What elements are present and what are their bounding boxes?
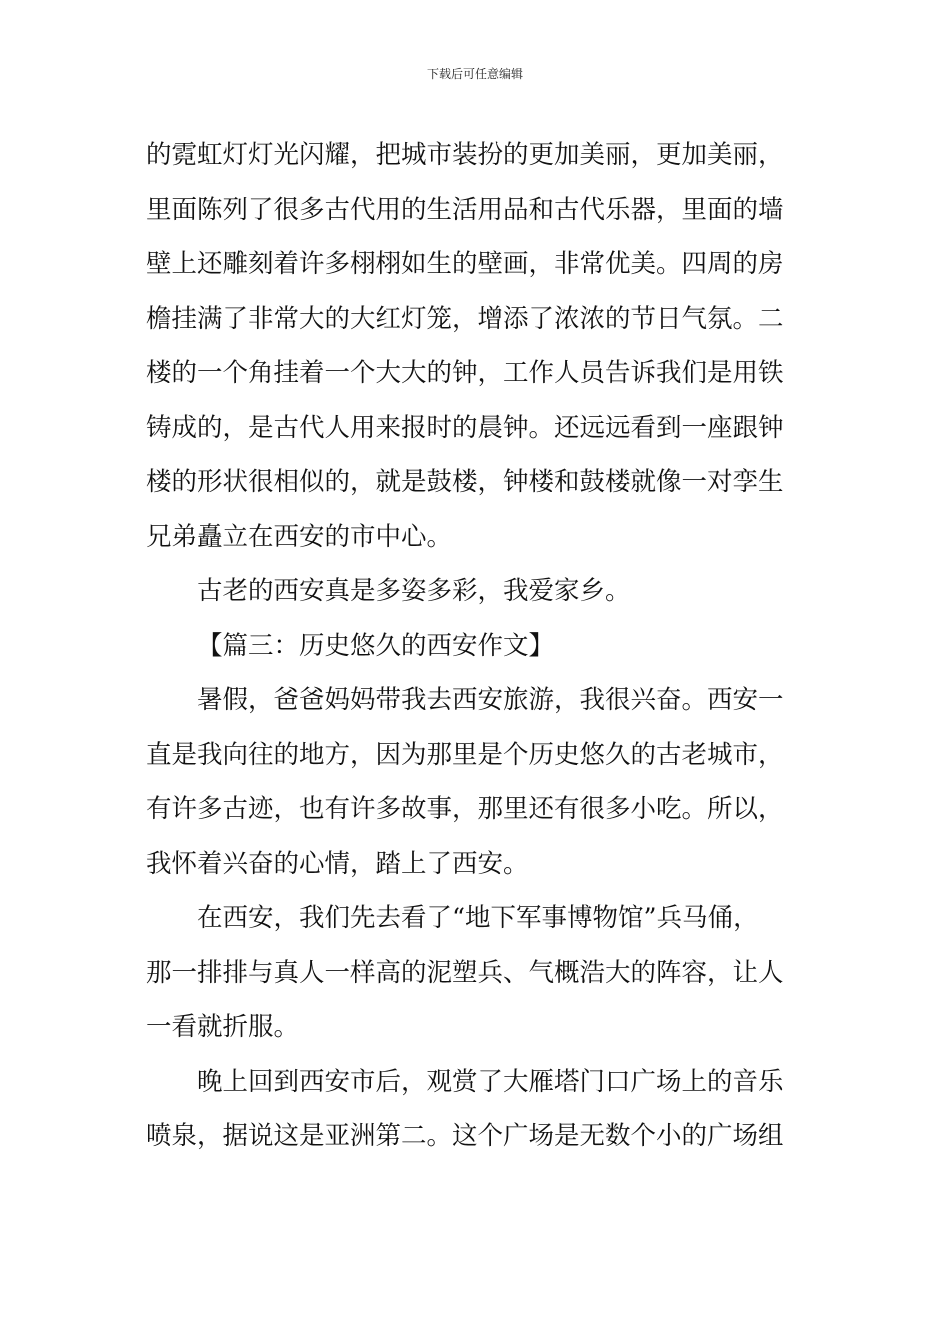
text-line: 一看就折服。	[146, 1012, 300, 1042]
page-header: 下载后可任意编辑	[426, 67, 523, 81]
paragraph-line: 在西安，我们先去看了“地下军事博物馆”兵马俑，	[197, 903, 759, 933]
text-line: 檐挂满了非常大的大红灯笼，增添了浓浓的节日气氛。二	[146, 303, 784, 334]
document-body	[146, 128, 806, 1164]
text-line: 楼的形状很相似的，就是鼓楼，钟楼和鼓楼就像一对孪生	[146, 467, 784, 497]
text-line: 我怀着兴奋的心情，踏上了西安。	[146, 848, 529, 879]
paragraph-line: 古老的西安真是多姿多彩，我爱家乡。	[197, 576, 631, 606]
text-line: 铸成的，是古代人用来报时的晨钟。还远远看到一座跟钟	[146, 412, 784, 443]
text-line: 喷泉，据说这是亚洲第二。这个广场是无数个小的广场组	[146, 1121, 784, 1151]
text-line: 的霓虹灯灯光闪耀，把城市装扮的更加美丽，更加美丽，	[146, 140, 784, 170]
text-line: 兄弟矗立在西安的市中心。	[146, 521, 453, 552]
section-heading: 【篇三：历史悠久的西安作文】	[197, 630, 555, 661]
text-line: 壁上还雕刻着许多栩栩如生的壁画，非常优美。四周的房	[146, 249, 784, 279]
text-line: 楼的一个角挂着一个大大的钟，工作人员告诉我们是用铁	[146, 358, 784, 388]
text-line: 里面陈列了很多古代用的生活用品和古代乐器，里面的墙	[146, 194, 784, 225]
paragraph-line: 暑假，爸爸妈妈带我去西安旅游，我很兴奋。西安一	[197, 685, 784, 715]
paragraph-line: 晚上回到西安市后，观赏了大雁塔门口广场上的音乐	[197, 1066, 784, 1097]
text-line: 那一排排与真人一样高的泥塑兵、气概浩大的阵容，让人	[146, 957, 784, 988]
text-line: 直是我向往的地方，因为那里是个历史悠久的古老城市，	[146, 739, 784, 770]
text-line: 有许多古迹，也有许多故事，那里还有很多小吃。所以，	[146, 794, 784, 824]
